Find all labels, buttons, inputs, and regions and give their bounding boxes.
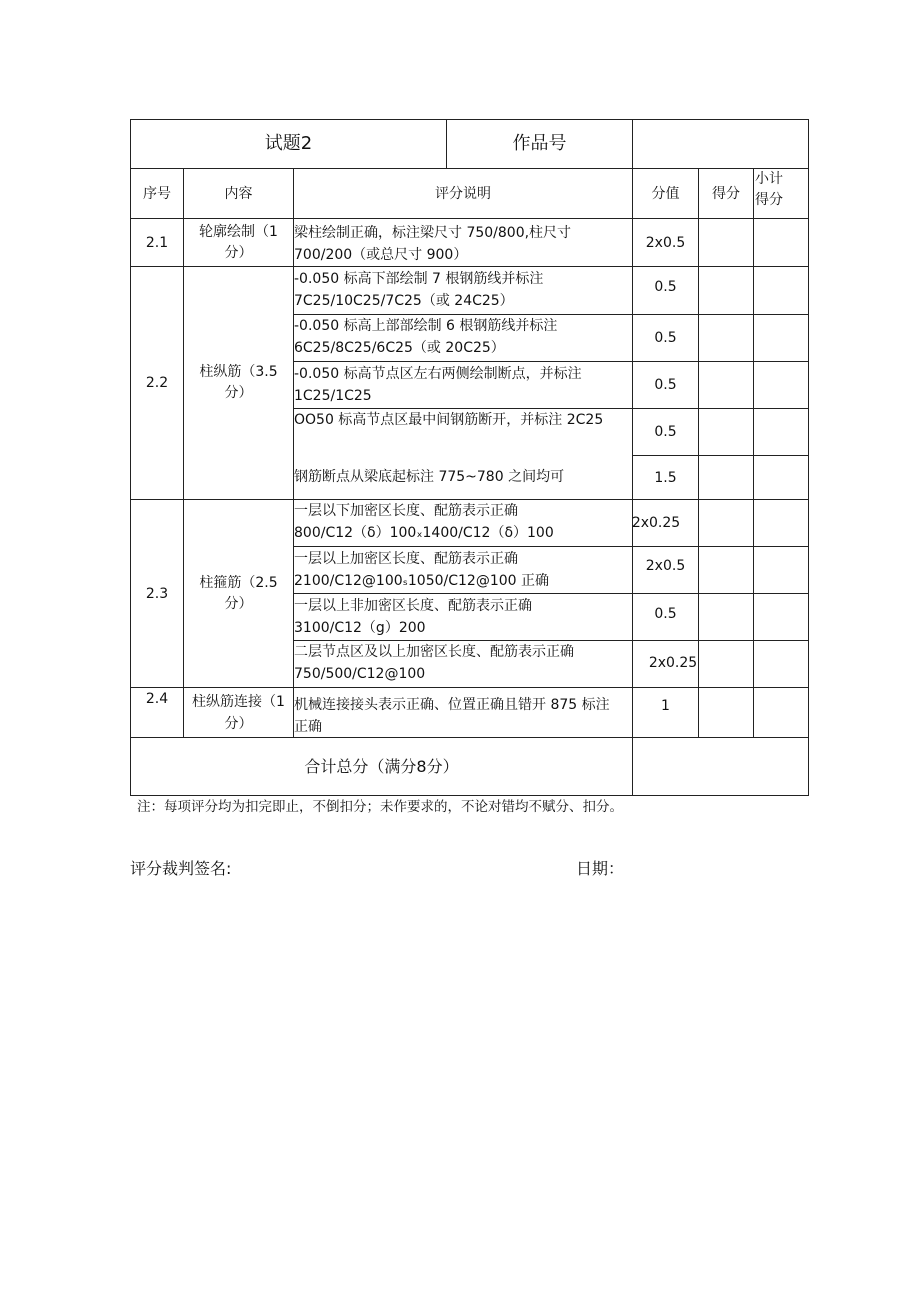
rule [753, 168, 754, 737]
row-content [184, 573, 293, 615]
column-header-description: 评分说明 [435, 185, 491, 202]
criterion-line-1: 梁柱绘制正确，标注梁尺寸 750/800,柱尺寸 [294, 225, 572, 241]
criterion-line-1: 一层以上非加密区长度、配筋表示正确 [294, 598, 532, 614]
criterion-line-2: 1C25/1C25 [294, 388, 372, 404]
criterion-text [294, 409, 632, 431]
criterion-text [294, 595, 632, 639]
criterion-line-1: 二层节点区及以上加密区长度、配筋表示正确 [294, 644, 574, 660]
points-value: 2x0.5 [645, 234, 686, 251]
criterion-line-1: 一层以上加密区长度、配筋表示正确 [294, 551, 518, 567]
criterion-text [294, 641, 632, 685]
criterion-line-1: 钢筋断点从梁底起标注 775~780 之间均可 [294, 469, 565, 485]
row-number: 2.4 [145, 691, 169, 707]
rule [130, 687, 809, 688]
table-border-right [808, 119, 809, 796]
criterion-line-1: -0.050 标高节点区左右两侧绘制断点，并标注 [294, 366, 582, 382]
criterion-text [294, 268, 632, 312]
criterion-line-2: 800∕C12（δ）100ₓ1400∕C12（δ）100 [294, 525, 554, 541]
criterion-line-1: -0.050 标高上部部绘制 6 根钢筋线并标注 [294, 318, 558, 334]
criterion-text [294, 222, 632, 266]
rule [130, 218, 809, 219]
column-header-points: 分值 [651, 185, 680, 202]
criterion-line-1: 一层以下加密区长度、配筋表示正确 [294, 503, 518, 519]
row-number: 2.3 [145, 585, 169, 602]
points-value: 1.5 [654, 469, 677, 486]
criterion-text [294, 500, 632, 544]
row-content-line-1: 柱纵筋连接（1 [192, 694, 285, 710]
rule [130, 266, 809, 267]
row-content-line-1: 柱纵筋（3.5 [199, 364, 278, 380]
criterion-line-2: 正确 [294, 719, 322, 735]
row-number: 2.1 [145, 234, 169, 251]
criterion-text [294, 694, 632, 738]
date-label: 日期： [576, 859, 625, 878]
rule [294, 546, 809, 547]
points-value: 0.5 [654, 377, 677, 393]
criterion-text [294, 466, 632, 488]
table-border-bottom [130, 795, 809, 796]
points-value: 2x0.5 [645, 557, 686, 574]
row-content [184, 362, 293, 404]
criterion-text [294, 315, 632, 359]
work-number-label: 作品号 [512, 133, 567, 154]
criterion-line-2: 3100∕C12（g）200 [294, 620, 426, 636]
row-content-line-2: 分） [224, 716, 253, 732]
criterion-line-1: -0.050 标高下部绘制 7 根钢筋线并标注 [294, 271, 544, 287]
criterion-line-2: 6C25/8C25/6C25（或 20C25） [294, 340, 505, 356]
subtotal-line-2: 得分 [755, 192, 783, 208]
points-value: 0.5 [654, 330, 677, 346]
criterion-line-2: 750/500/C12@100 [294, 666, 426, 682]
column-header-subtotal [755, 169, 808, 211]
row-number: 2.2 [145, 375, 169, 391]
total-score-field[interactable] [633, 738, 808, 795]
criterion-line-1: OO50 标高节点区最中间钢筋断开，并标注 2C25 [294, 412, 604, 428]
row-content-line-2: 分） [224, 596, 253, 612]
points-value: 2x0.25 [648, 655, 698, 671]
criterion-line-2: 2100/C12@100ₛ1050/C12@100 正确 [294, 573, 549, 589]
criterion-text [294, 548, 632, 592]
rule [294, 593, 809, 594]
row-content [184, 691, 293, 735]
points-value: 2x0.25 [631, 515, 681, 531]
judge-signature-label: 评分裁判签名: [130, 859, 232, 878]
criterion-line-1: 机械连接接头表示正确、位置正确且错开 875 标注 [294, 697, 610, 713]
row-content-line-1: 柱箍筋（2.5 [199, 575, 278, 591]
question-title: 试题2 [264, 133, 313, 154]
criterion-text [294, 363, 632, 407]
subtotal-line-1: 小计 [755, 171, 783, 187]
rule [294, 361, 809, 362]
row-content [184, 222, 293, 264]
points-value: 0.5 [654, 279, 677, 295]
points-value: 1 [661, 698, 670, 714]
column-header-content: 内容 [224, 185, 253, 202]
footnote: 注：每项评分均为扣完即止，不倒扣分；未作要求的，不论对错均不赋分、扣分。 [137, 799, 623, 815]
criterion-line-2: 7C25/10C25/7C25（或 24C25） [294, 293, 514, 309]
criterion-line-2: 700/200（或总尺寸 900） [294, 247, 468, 263]
row-content-line-2: 分） [224, 385, 253, 401]
column-header-score: 得分 [712, 185, 740, 202]
points-value: 0.5 [654, 424, 677, 440]
total-label: 合计总分（满分8分） [304, 756, 459, 776]
points-value: 0.5 [654, 606, 677, 622]
work-number-field[interactable] [633, 120, 808, 168]
row-content-line-1: 轮廓绘制（1 [199, 224, 278, 240]
column-header-no: 序号 [143, 185, 171, 202]
rule [698, 168, 699, 737]
row-content-line-2: 分） [224, 245, 253, 261]
